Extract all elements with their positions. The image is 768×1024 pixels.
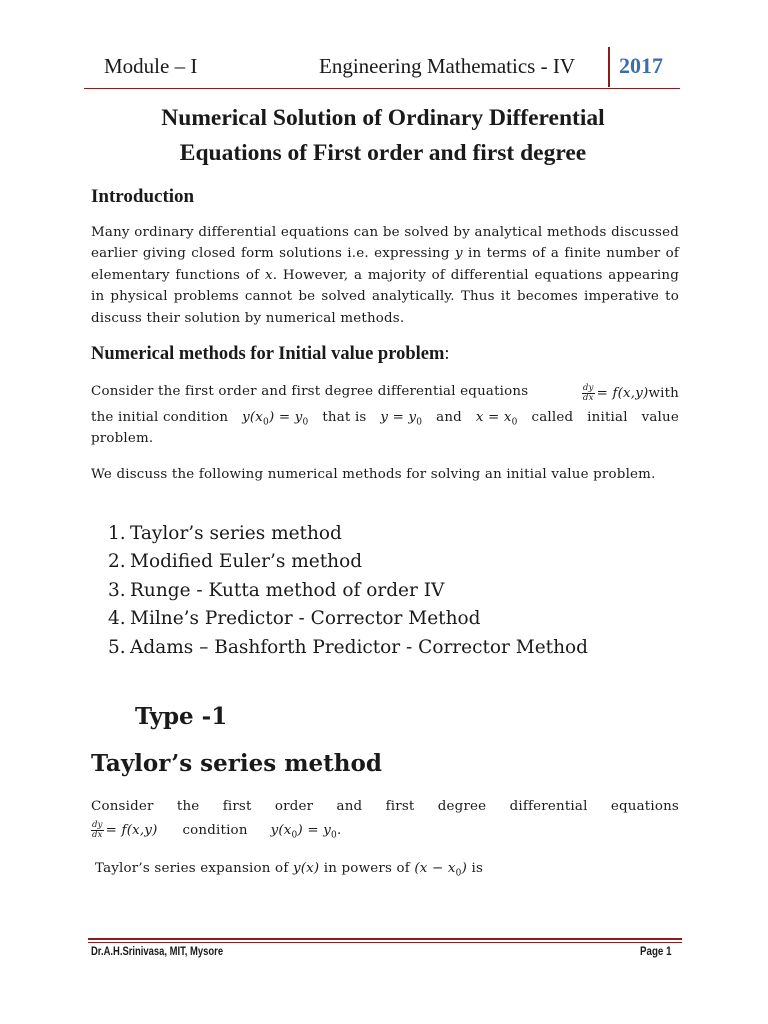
header-divider xyxy=(608,47,610,87)
equation-intro-line: Consider the first order and first degree differential equations $\frac{dy}{dx}$ = f(x,y)with xyxy=(91,383,679,403)
methods-list xyxy=(108,520,588,662)
header-year: 2017 xyxy=(619,53,663,78)
page-title-line2: Equations of First order and first degree xyxy=(179,140,587,166)
problem-word: problem. xyxy=(91,431,154,446)
header-module: Module – I xyxy=(104,54,198,78)
footer-rule-thin xyxy=(88,942,682,943)
page-title-line1: Numerical Solution of Ordinary Differential xyxy=(161,105,605,131)
dy-dx-fraction: $\frac{dy}{dx}$ xyxy=(92,820,103,840)
taylor-consider-line: Consider the first order and first degree differential equations xyxy=(91,799,679,814)
footer-page-number: Page 1 xyxy=(640,946,672,958)
initial-condition-line: the initial condition $y(x_0) = y_0$ that is $y = y_0$ and $x = x_0$ called initial value xyxy=(91,410,679,428)
introduction-heading: Introduction xyxy=(91,186,195,207)
taylor-expansion-line: Taylor’s series expansion of y(x) in powers of $(x - x_0)$ is xyxy=(95,861,484,879)
footer-rule xyxy=(88,938,682,940)
numerical-methods-heading: Numerical methods for Initial value problem: xyxy=(91,344,450,364)
list-item: 1. Taylor’s series method xyxy=(108,523,342,544)
taylor-series-heading: Taylor’s series method xyxy=(91,750,382,777)
list-item: 3. Runge - Kutta method of order IV xyxy=(108,579,445,601)
header-rule xyxy=(84,88,680,89)
footer-author: Dr.A.H.Srinivasa, MIT, Mysore xyxy=(91,946,224,958)
type-heading: Type -1 xyxy=(135,703,228,730)
list-item: 2. Modified Euler’s method xyxy=(108,551,363,573)
list-item: 4. Milne’s Predictor - Corrector Method xyxy=(108,608,481,630)
header-course-title: Engineering Mathematics - IV xyxy=(319,54,575,78)
discuss-paragraph: We discuss the following numerical methods for solving an initial value problem. xyxy=(91,467,656,482)
list-item: 5. Adams – Bashforth Predictor - Corrector Method xyxy=(108,636,588,658)
introduction-paragraph: Many ordinary differential equations can be solved by analytical methods discussed earlier giving closed form solutions i.e. expressing y in terms of a finite number of elementary functions of x. However, a majority of differential equations appearing in physical problems cannot be solved analytically. Thus it becomes imperative to discuss their solution by numerical methods. xyxy=(91,225,679,326)
taylor-condition-line: $\frac{dy}{dx}$ = f(x,y) condition $y(x_0) = y_0$. xyxy=(92,820,342,841)
dy-dx-fraction: $\frac{dy}{dx}$ xyxy=(582,383,594,403)
